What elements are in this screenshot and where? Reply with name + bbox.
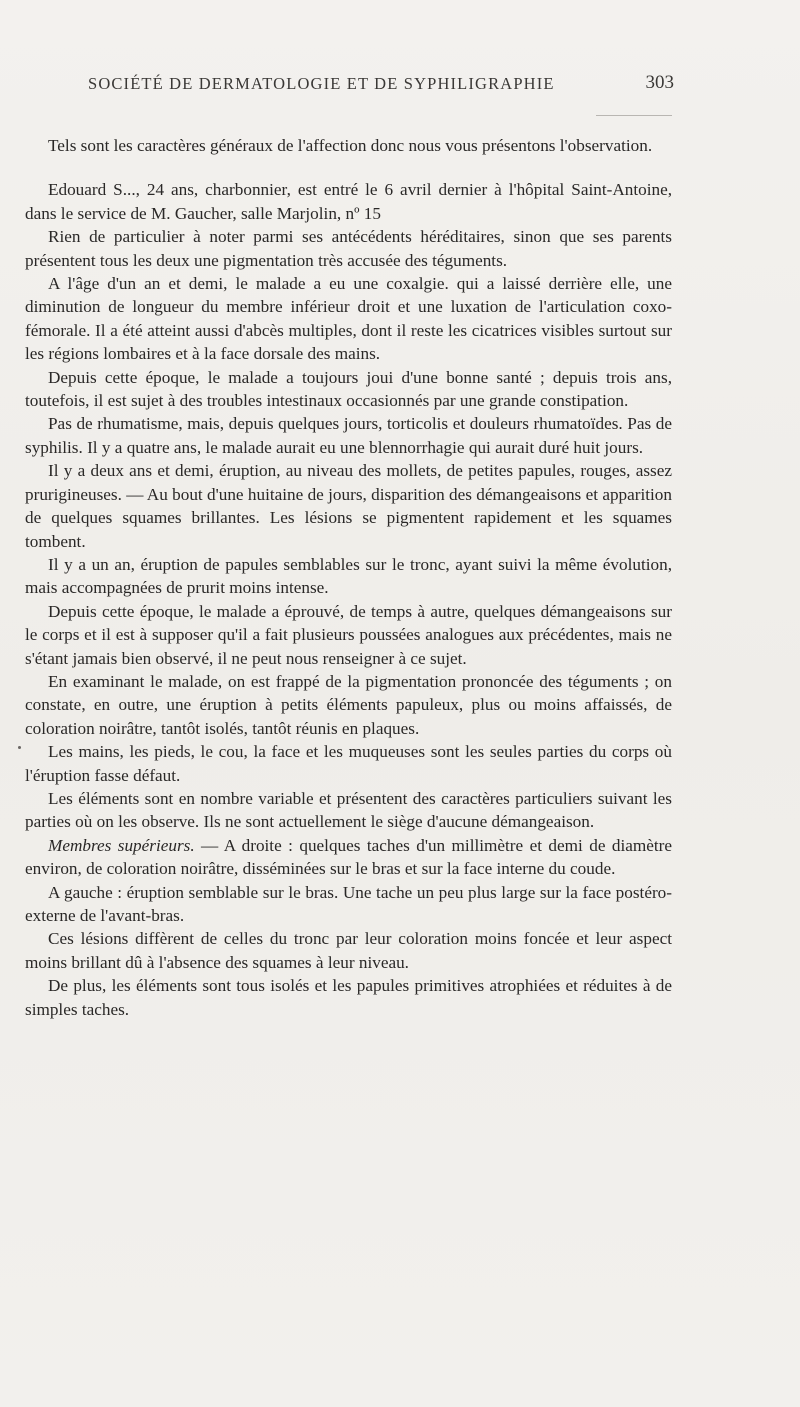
paragraph-isolated: De plus, les éléments sont tous isolés et les papules primitives atrophiées et réduites à de simples taches. — [25, 976, 672, 1019]
paragraph-upper-limbs — [25, 834, 672, 881]
body-text — [25, 134, 672, 1021]
paragraph-coxalgia: A l'âge d'un an et demi, le malade a eu une coxalgie. qui a laissé derrière elle, une diminution de longueur du membre inférieur droit et une luxation de l'articulation coxo-fémorale. Il a été atteint aussi d'abcès multiples, dont il reste les cicatrices visibles surtout sur les régions lombaires et à la face dorsale des mains. — [25, 274, 672, 364]
paragraph-health: Depuis cette époque, le malade a toujours joui d'une bonne santé ; depuis trois ans, toutefois, il est sujet à des troubles intestinaux occasionnés par une grande constipation. — [25, 367, 672, 411]
paragraph-left-arm: A gauche : éruption semblable sur le bras. Une tache un peu plus large sur la face postéro-externe de l'avant-bras. — [25, 882, 672, 925]
margin-dot — [18, 746, 21, 749]
paragraph-trunk-eruption: Il y a un an, éruption de papules semblables sur le tronc, ayant suivi la même évolution, mais accompagnées de prurit moins intense. — [25, 554, 672, 598]
paragraph-itching: Depuis cette époque, le malade a éprouvé, de temps à autre, quelques démangeaisons sur le corps et il est à supposer qu'il a fait plusieurs poussées analogues aux précédentes, mais ne s'étant jamais bien observé, il ne peut nous renseigner à ce sujet. — [25, 601, 672, 668]
paragraph-rheumatism: Pas de rhumatisme, mais, depuis quelques jours, torticolis et douleurs rhumatoïdes. Pas de syphilis. Il y a quatre ans, le malade aurait eu une blennorrhagie qui aurait duré huit jours. — [25, 414, 672, 457]
paragraph-examination: En examinant le malade, on est frappé de la pigmentation prononcée des téguments ; on constate, en outre, une éruption à petits éléments papuleux, plus ou moins affaissés, de coloration noirâtre, tantôt isolés, tantôt réunis en plaques. — [25, 671, 672, 738]
paragraph-patient: Edouard S..., 24 ans, charbonnier, est entré le 6 avril dernier à l'hôpital Saint-Antoine, dans le service de M. Gaucher, salle Marjolin, nº 15 — [25, 180, 672, 223]
paragraph-spared-areas: Les mains, les pieds, le cou, la face et les muqueuses sont les seules parties du corps où l'éruption fasse défaut. — [25, 742, 672, 785]
paragraph-first-eruption: Il y a deux ans et demi, éruption, au niveau des mollets, de petites papules, rouges, assez prurigineuses. — Au bout d'une huitaine de jours, disparition des démangeaisons et apparition de quelques squames brillantes. Les lésions se pigmentent rapidement et les squames tombent. — [25, 461, 672, 551]
running-title: SOCIÉTÉ DE DERMATOLOGIE ET DE SYPHILIGRAPHIE — [88, 74, 555, 93]
section-lead-upper-limbs: Membres supérieurs. — [48, 835, 195, 855]
paragraph-hereditary: Rien de particulier à noter parmi ses antécédents héréditaires, sinon que ses parents présentent tous les deux une pigmentation très accusée des téguments. — [25, 227, 672, 270]
page-header — [88, 74, 674, 104]
page-number: 303 — [645, 72, 674, 93]
paragraph-upper-limbs-text: — A droite : quelques taches d'un millimètre et demi de diamètre environ, de coloration noirâtre, disséminées sur le bras et sur la face interne du coude. — [25, 835, 672, 879]
paragraph-differences: Ces lésions diffèrent de celles du tronc par leur coloration moins foncée et leur aspect moins brillant dû à l'absence des squames à leur niveau. — [25, 929, 672, 972]
paragraph-elements: Les éléments sont en nombre variable et présentent des caractères particuliers suivant les parties où on les observe. Ils ne sont actuellement le siège d'aucune démangeaison. — [25, 788, 672, 832]
paragraph-intro: Tels sont les caractères généraux de l'affection donc nous vous présentons l'observation. — [48, 136, 653, 155]
header-rule — [596, 115, 672, 116]
